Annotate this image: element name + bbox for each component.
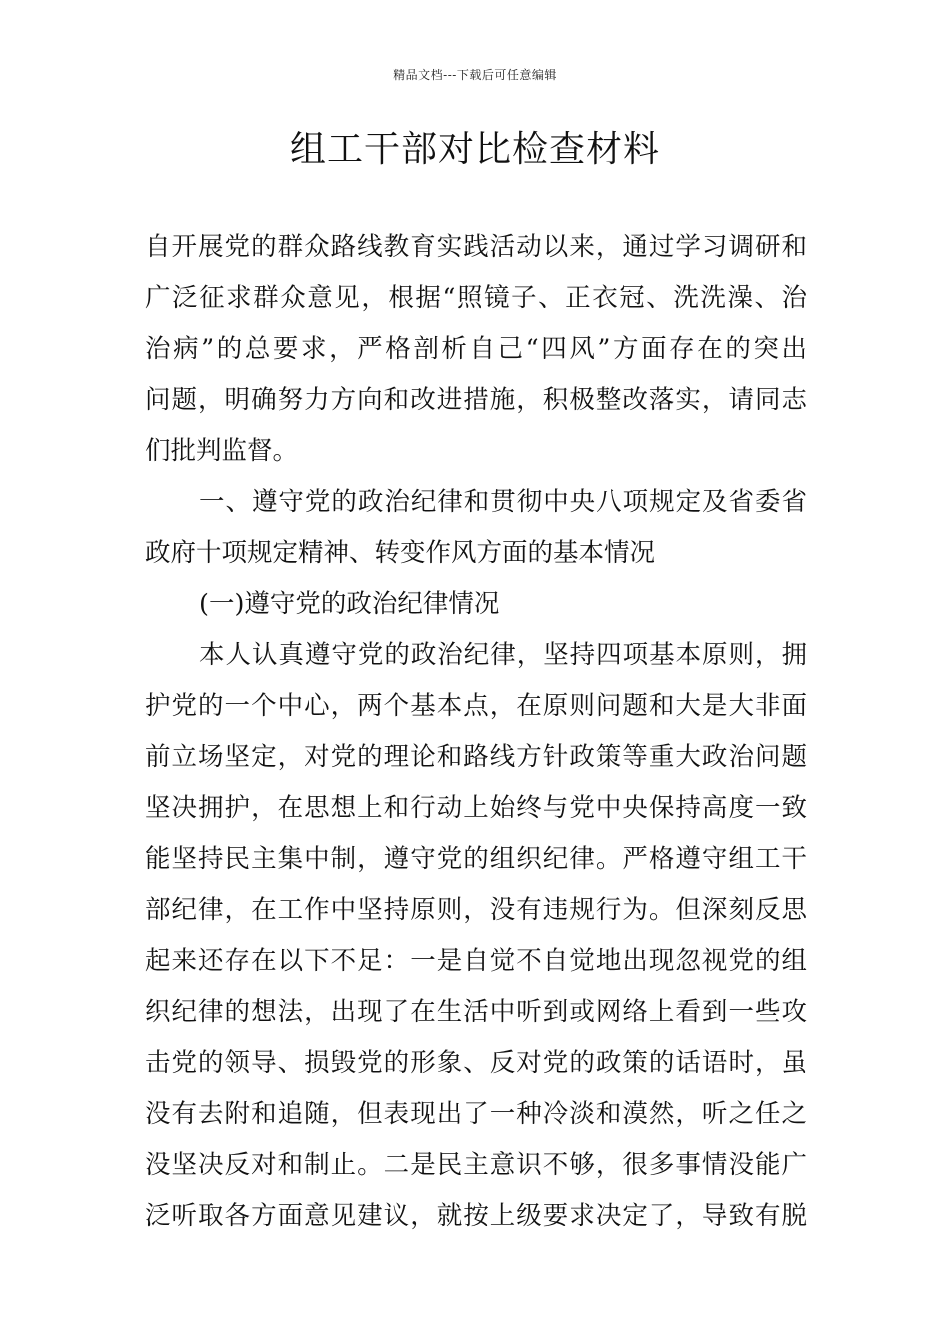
body-line: 政府十项规定精神、转变作风方面的基本情况	[145, 538, 656, 568]
body-line: 击党的领导、损毁党的形象、反对党的政策的话语时，虽	[145, 1048, 807, 1078]
body-line: 护党的一个中心，两个基本点，在原则问题和大是大非面	[145, 691, 807, 721]
body-line: 织纪律的想法，出现了在生活中听到或网络上看到一些攻	[145, 997, 807, 1027]
body-line: 治病”的总要求，严格剖析自己“四风”方面存在的突出	[145, 334, 807, 364]
document-body	[145, 222, 807, 1242]
body-line: 们批判监督。	[145, 436, 299, 466]
body-line: 前立场坚定，对党的理论和路线方针政策等重大政治问题	[145, 742, 807, 772]
body-line: 泛听取各方面意见建议，就按上级要求决定了，导致有脱	[145, 1201, 807, 1231]
body-line: 本人认真遵守党的政治纪律，坚持四项基本原则，拥	[199, 640, 807, 670]
body-line: 坚决拥护，在思想上和行动上始终与党中央保持高度一致	[145, 793, 807, 823]
body-line: (一)遵守党的政治纪律情况	[199, 589, 500, 619]
page-header: 精品文档---下载后可任意编辑	[393, 68, 557, 82]
body-line: 问题，明确努力方向和改进措施，积极整改落实，请同志	[145, 385, 807, 415]
body-line: 一、遵守党的政治纪律和贯彻中央八项规定及省委省	[199, 487, 807, 517]
body-line: 没有去附和追随，但表现出了一种冷淡和漠然，听之任之	[145, 1099, 807, 1129]
body-line: 起来还存在以下不足：一是自觉不自觉地出现忽视党的组	[145, 946, 807, 976]
body-line: 没坚决反对和制止。二是民主意识不够，很多事情没能广	[145, 1150, 807, 1180]
document-title: 组工干部对比检查材料	[289, 129, 660, 170]
body-line: 自开展党的群众路线教育实践活动以来，通过学习调研和	[145, 232, 807, 262]
body-line: 能坚持民主集中制，遵守党的组织纪律。严格遵守组工干	[145, 844, 807, 874]
body-line: 部纪律，在工作中坚持原则，没有违规行为。但深刻反思	[145, 895, 807, 925]
body-line: 广泛征求群众意见，根据“照镜子、正衣冠、洗洗澡、治	[145, 283, 807, 313]
